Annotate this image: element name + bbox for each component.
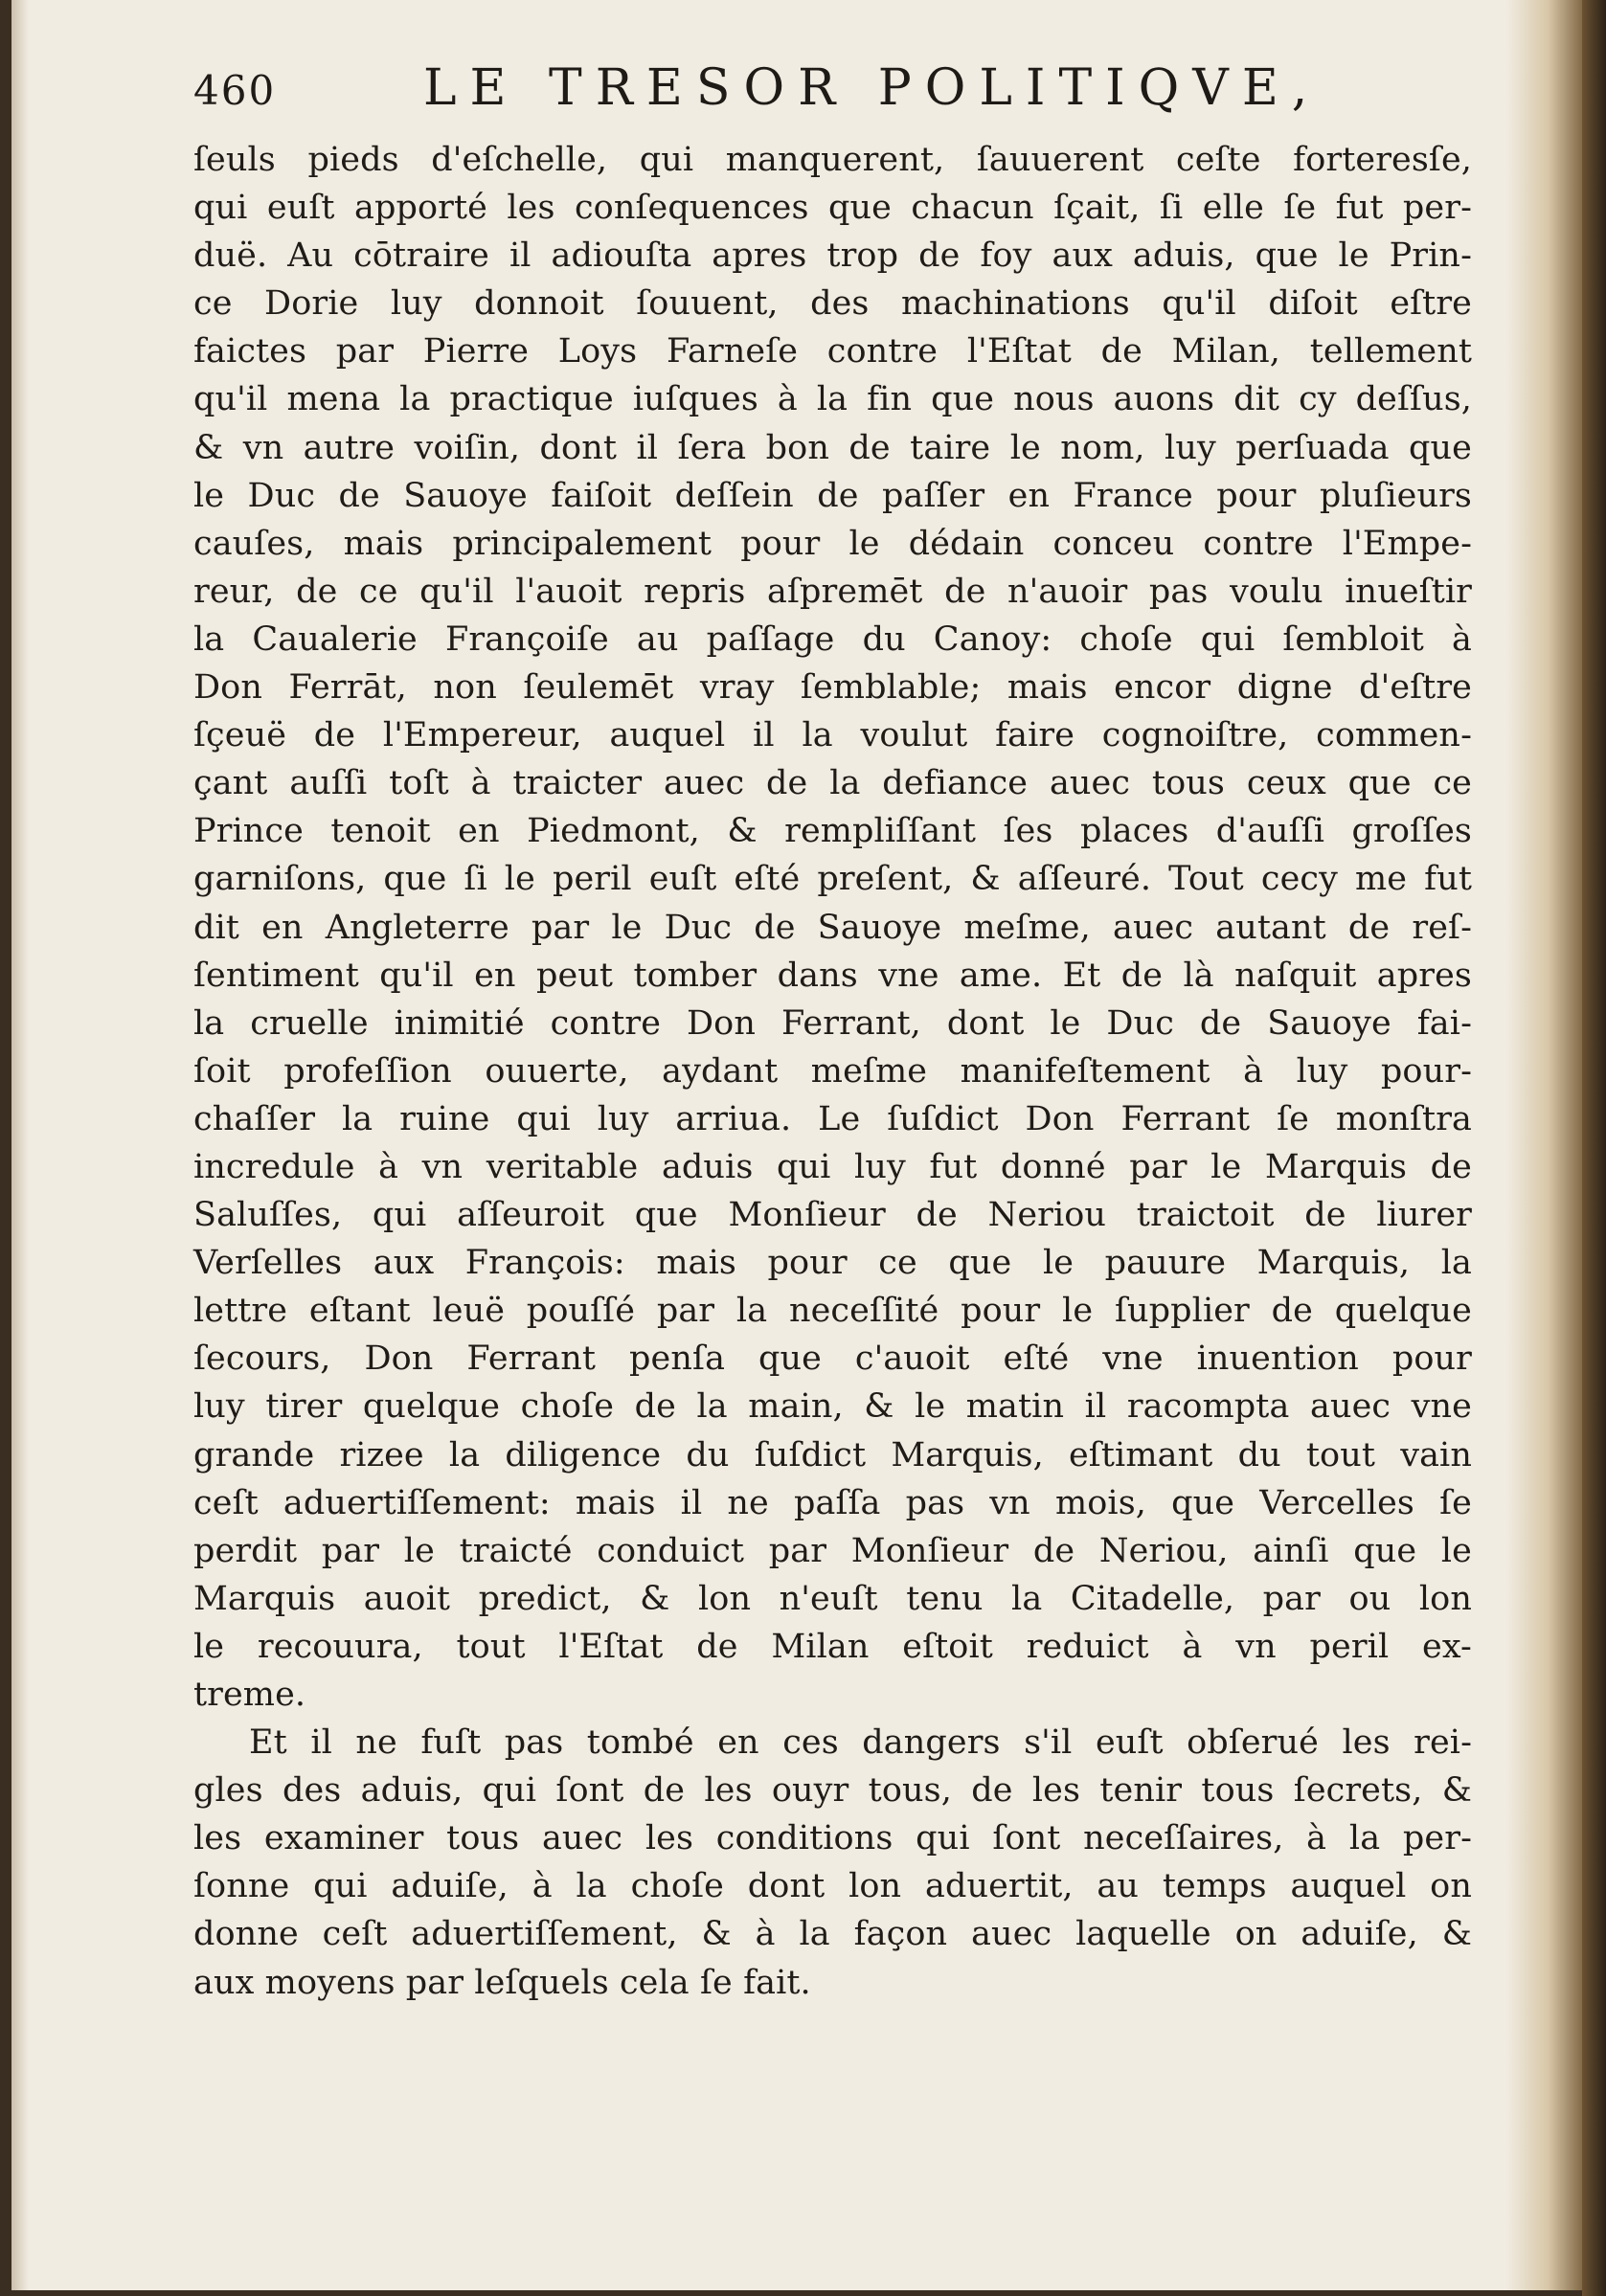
text-line: ſçeuë de l'Empereur, auquel il la voulut faire cognoiſtre, commen-: [193, 716, 1472, 755]
text-line: çant auſſi toſt à traicter auec de la defiance auec tous ceux que ce: [193, 764, 1472, 803]
text-line: reur, de ce qu'il l'auoit repris aſpremēt de n'auoir pas voulu inueſtir: [193, 572, 1472, 611]
text-line: & vn autre voiſin, dont il ſera bon de taire le nom, luy perſuada que: [193, 428, 1472, 467]
text-line: ſoit profeſſion ouuerte, aydant meſme manifeſtement à luy pour-: [193, 1051, 1472, 1091]
text-line: chaſſer la ruine qui luy arriua. Le ſuſdict Don Ferrant ſe monſtra: [193, 1099, 1472, 1138]
text-line: incredule à vn veritable aduis qui luy fut donné par le Marquis de: [193, 1147, 1472, 1186]
body-text: [193, 136, 1472, 2007]
text-line: Verſelles aux François: mais pour ce que le pauure Marquis, la: [193, 1244, 1472, 1283]
text-line: ce Dorie luy donnoit ſouuent, des machinations qu'il diſoit eſtre: [193, 284, 1472, 324]
text-line: duë. Au cōtraire il adiouſta apres trop de foy aux aduis, que le Prin-: [193, 236, 1472, 276]
text-line: Marquis auoit predict, & lon n'euſt tenu la Citadelle, par ou lon: [193, 1579, 1472, 1618]
text-line: Prince tenoit en Piedmont, & rempliſſant ſes places d'auſſi groſſes: [193, 812, 1472, 851]
text-line: qui euſt apporté les conſequences que chacun ſçait, ſi elle ſe fut per-: [193, 189, 1472, 228]
paragraph-2: [193, 1719, 1472, 2007]
text-line: cauſes, mais principalement pour le dédain conceu contre l'Empe-: [193, 524, 1472, 563]
text-line: ceſt aduertiſſement: mais il ne paſſa pas vn mois, que Vercelles ſe: [193, 1483, 1472, 1522]
text-line: ſeuls pieds d'eſchelle, qui manquerent, ſauuerent ceſte forteresſe,: [193, 141, 1472, 179]
text-line: Saluſſes, qui aſſeuroit que Monſieur de Neriou traictoit de liurer: [193, 1196, 1472, 1235]
text-line: gles des aduis, qui ſont de les ouyr tous, de les tenir tous ſecrets, &: [193, 1771, 1472, 1811]
text-line: luy tirer quelque choſe de la main, & le matin il racompta auec vne: [193, 1387, 1472, 1427]
text-line: faictes par Pierre Loys Farneſe contre l'Eſtat de Milan, tellement: [193, 332, 1472, 371]
text-line: grande rizee la diligence du ſuſdict Marquis, eſtimant du tout vain: [193, 1435, 1472, 1474]
text-line: perdit par le traicté conduict par Monſieur de Neriou, ainſi que le: [193, 1531, 1472, 1570]
text-line: Et il ne fuſt pas tombé en ces dangers s'il euſt obſerué les rei-: [249, 1723, 1472, 1763]
text-line: Don Ferrāt, non ſeulemēt vray ſemblable; mais encor digne d'eſtre: [193, 668, 1472, 708]
text-line: lettre eſtant leuë pouſſé par la neceſſité pour le ſupplier de quelque: [193, 1292, 1472, 1331]
text-line: ſonne qui aduiſe, à la choſe dont lon aduertit, au temps auquel on: [193, 1867, 1472, 1906]
running-title: LE TRESOR POLITIQVE,: [423, 59, 1322, 117]
text-line: donne ceſt aduertiſſement, & à la façon auec laquelle on aduiſe, &: [193, 1915, 1472, 1954]
text-line: la Caualerie Françoiſe au paſſage du Canoy: choſe qui ſembloit à: [193, 619, 1472, 659]
running-head: [193, 59, 1458, 126]
text-line: ſecours, Don Ferrant penſa que c'auoit eſté vne inuention pour: [193, 1339, 1472, 1379]
text-line: treme.: [193, 1676, 306, 1714]
book-gutter: [1582, 0, 1606, 2296]
text-line: garniſons, que ſi le peril euſt eſté preſent, & aſſeuré. Tout cecy me fut: [193, 860, 1472, 899]
text-line: aux moyens par leſquels cela ſe fait.: [193, 1963, 811, 2002]
text-line: dit en Angleterre par le Duc de Sauoye meſme, auec autant de reſ-: [193, 908, 1472, 947]
text-line: la cruelle inimitié contre Don Ferrant, dont le Duc de Sauoye fai-: [193, 1003, 1472, 1043]
text-line: le recouura, tout l'Eſtat de Milan eſtoit reduict à vn peril ex-: [193, 1627, 1472, 1666]
text-line: ſentiment qu'il en peut tomber dans vne ame. Et de là naſquit apres: [193, 956, 1472, 995]
text-line: qu'il mena la practique iuſques à la fin que nous auons dit cy deſſus,: [193, 380, 1472, 419]
text-line: les examiner tous auec les conditions qui ſont neceſſaires, à la per-: [193, 1819, 1472, 1858]
book-page: [11, 0, 1582, 2290]
paragraph-1: [193, 136, 1472, 1719]
text-line: le Duc de Sauoye faiſoit deſſein de paſſer en France pour pluſieurs: [193, 476, 1472, 515]
page-number: 460: [193, 67, 277, 114]
